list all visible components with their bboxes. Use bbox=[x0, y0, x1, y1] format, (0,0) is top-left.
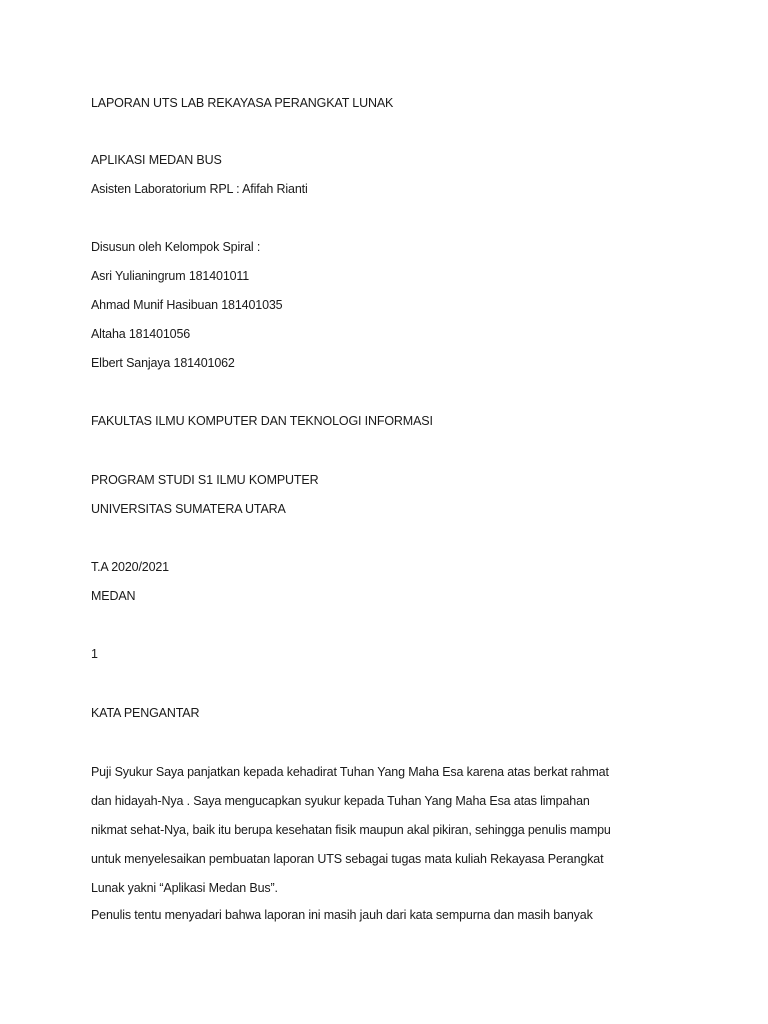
academic-year: T.A 2020/2021 bbox=[91, 560, 169, 574]
member-4: Elbert Sanjaya 181401062 bbox=[91, 356, 235, 370]
university-name: UNIVERSITAS SUMATERA UTARA bbox=[91, 502, 286, 516]
group-heading: Disusun oleh Kelompok Spiral : bbox=[91, 240, 261, 254]
page-number: 1 bbox=[91, 647, 98, 661]
foreword-line-1: Puji Syukur Saya panjatkan kepada kehadirat Tuhan Yang Maha Esa karena atas berkat rahmat bbox=[91, 765, 609, 779]
faculty-name: FAKULTAS ILMU KOMPUTER DAN TEKNOLOGI INFORMASI bbox=[91, 414, 433, 428]
lab-assistant: Asisten Laboratorium RPL : Afifah Rianti bbox=[91, 182, 308, 196]
member-3: Altaha 181401056 bbox=[91, 327, 191, 341]
member-2: Ahmad Munif Hasibuan 181401035 bbox=[91, 298, 283, 312]
app-name: APLIKASI MEDAN BUS bbox=[91, 153, 222, 167]
foreword-line-6: Penulis tentu menyadari bahwa laporan ini masih jauh dari kata sempurna dan masih banyak bbox=[91, 908, 593, 922]
study-program: PROGRAM STUDI S1 ILMU KOMPUTER bbox=[91, 473, 319, 487]
city-name: MEDAN bbox=[91, 589, 136, 603]
foreword-line-3: nikmat sehat-Nya, baik itu berupa kesehatan fisik maupun akal pikiran, sehingga penulis mampu bbox=[91, 823, 611, 837]
report-title: LAPORAN UTS LAB REKAYASA PERANGKAT LUNAK bbox=[91, 96, 394, 110]
foreword-heading: KATA PENGANTAR bbox=[91, 706, 200, 720]
foreword-line-4: untuk menyelesaikan pembuatan laporan UTS sebagai tugas mata kuliah Rekayasa Perangkat bbox=[91, 852, 604, 866]
foreword-line-5: Lunak yakni “Aplikasi Medan Bus”. bbox=[91, 881, 278, 895]
member-1: Asri Yulianingrum 181401011 bbox=[91, 269, 250, 283]
foreword-line-2: dan hidayah-Nya . Saya mengucapkan syukur kepada Tuhan Yang Maha Esa atas limpahan bbox=[91, 794, 590, 808]
